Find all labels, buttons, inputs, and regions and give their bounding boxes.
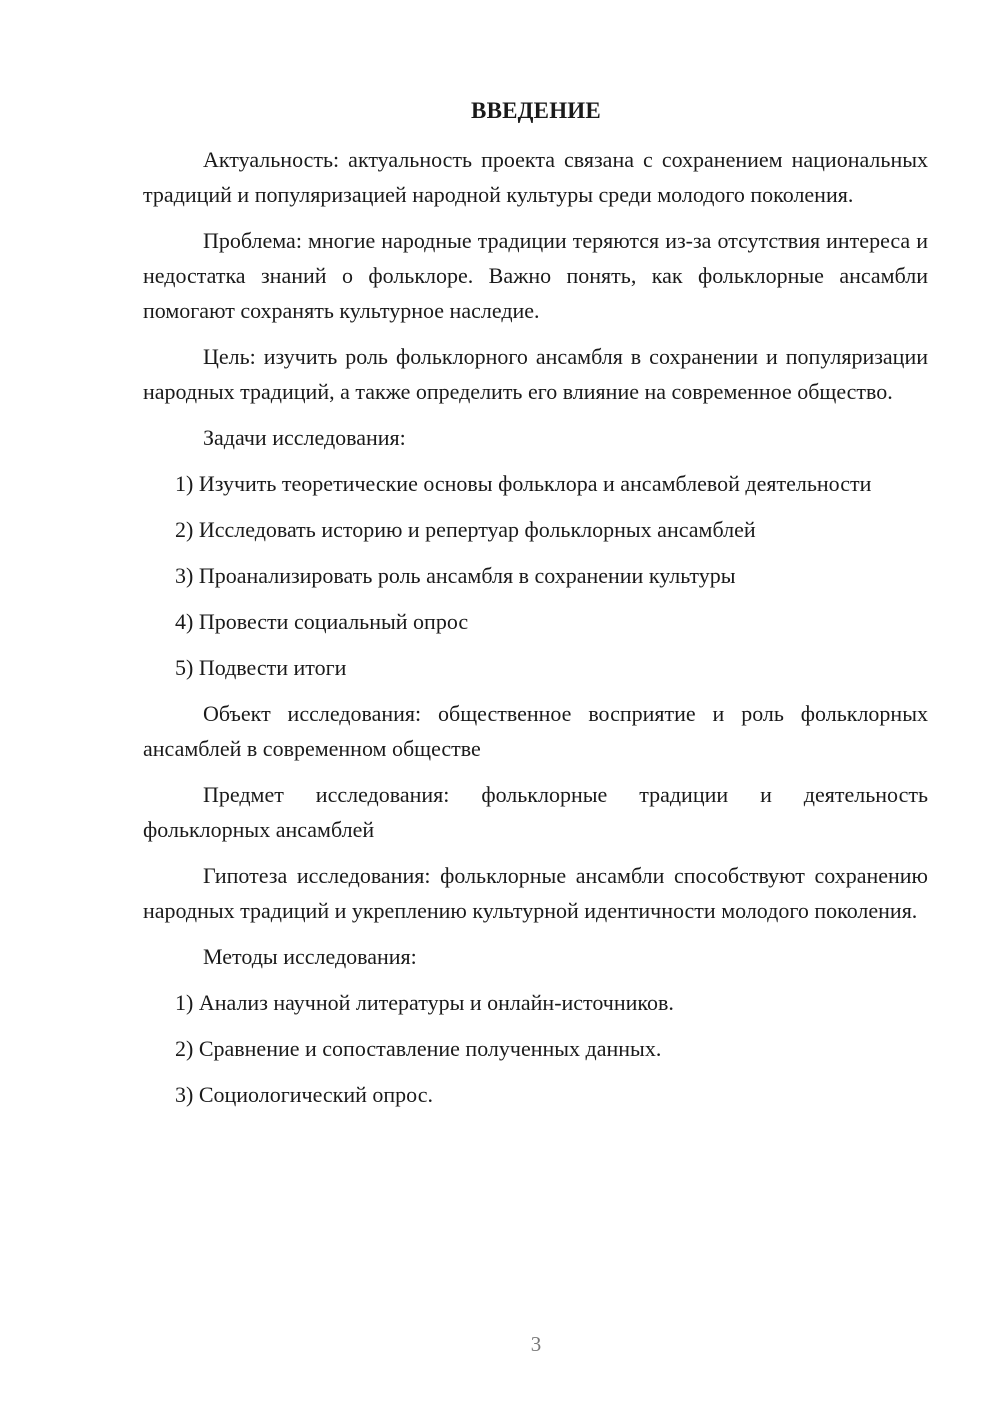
paragraph-subject: Предмет исследования: фольклорные традиции и деятельность фольклорных ансамблей: [143, 782, 928, 842]
task-item-3: 3) Проанализировать роль ансамбля в сохранении культуры: [175, 563, 736, 588]
method-item-1: 1) Анализ научной литературы и онлайн-источников.: [175, 990, 674, 1015]
task-item-2: 2) Исследовать историю и репертуар фольклорных ансамблей: [175, 517, 756, 542]
task-item-1: 1) Изучить теоретические основы фольклора и ансамблевой деятельности: [175, 471, 872, 496]
paragraph-tasks-heading: Задачи исследования:: [203, 425, 406, 450]
page-title: ВВЕДЕНИЕ: [471, 98, 601, 123]
paragraph-hypothesis: Гипотеза исследования: фольклорные ансамбли способствуют сохранению народных традиций и укреплению культурной идентичности молодого поколения.: [143, 863, 928, 923]
paragraph-goal: Цель: изучить роль фольклорного ансамбля в сохранении и популяризации народных традиций, а также определить его влияние на современное общество.: [143, 344, 928, 404]
paragraph-problem: Проблема: многие народные традиции теряются из-за отсутствия интереса и недостатка знаний о фольклоре. Важно понять, как фольклорные ансамбли помогают сохранять культурное наследие.: [143, 228, 928, 323]
method-item-3: 3) Социологический опрос.: [175, 1082, 433, 1107]
task-item-5: 5) Подвести итоги: [175, 655, 347, 680]
page-number: 3: [530, 1332, 542, 1356]
paragraph-methods-heading: Методы исследования:: [203, 944, 417, 969]
method-item-2: 2) Сравнение и сопоставление полученных данных.: [175, 1036, 662, 1061]
paragraph-object: Объект исследования: общественное восприятие и роль фольклорных ансамблей в современном обществе: [143, 701, 928, 761]
paragraph-relevance: Актуальность: актуальность проекта связана с сохранением национальных традиций и популяризацией народной культуры среди молодого поколения.: [143, 147, 928, 207]
task-item-4: 4) Провести социальный опрос: [175, 609, 469, 634]
document-body: [143, 142, 928, 1123]
